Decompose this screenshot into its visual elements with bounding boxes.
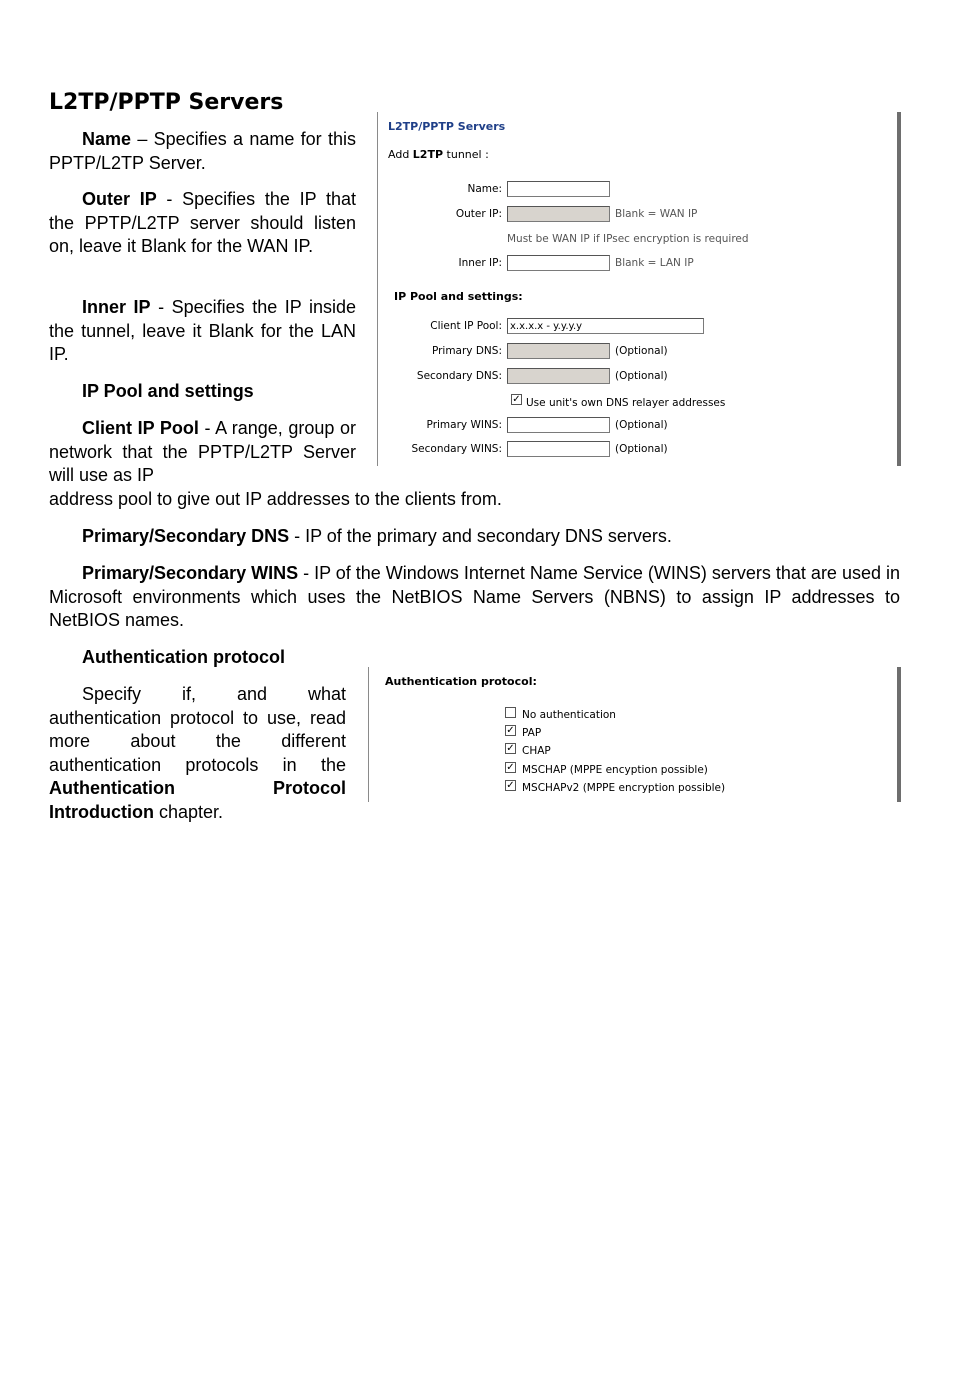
client-ip-pool-continuation: address pool to give out IP addresses to the clients from. [49,489,502,509]
dns-relayer-checkbox[interactable]: ✓ [512,394,521,405]
l2tp-form-panel [377,112,901,466]
panel-heading: L2TP/PPTP Servers [388,120,506,133]
name-label: Name: [467,183,502,195]
mschapv2-label: MSCHAPv2 (MPPE encryption possible) [522,782,726,794]
inner-ip-label: Inner IP: [458,257,502,269]
no-auth-label: No authentication [522,709,616,721]
add-tunnel-label: Add L2TP tunnel : [388,148,489,161]
outer-ip-hint: Blank = WAN IP [615,208,698,220]
client-ip-pool-paragraph [49,417,356,488]
primary-wins-hint: (Optional) [615,419,668,431]
name-term: Name [82,129,132,149]
wins-term: Primary/Secondary WINS [82,563,299,583]
name-paragraph [49,128,356,175]
ip-pool-section-heading: IP Pool and settings: [394,290,523,303]
primary-wins-label: Primary WINS: [426,419,502,431]
primary-dns-input[interactable] [507,343,610,359]
ip-pool-heading: IP Pool and settings [82,381,254,401]
primary-dns-hint: (Optional) [615,345,668,357]
auth-tail: chapter. [153,801,224,822]
dns-relayer-label: Use unit's own DNS relayer addresses [526,397,726,409]
client-ip-pool-input[interactable]: x.x.x.x - y.y.y.y [507,318,704,334]
dns-paragraph [49,525,900,549]
auth-desc: Specify if, and what authentication protocol to use, read more about the different authentication protocols in the [49,684,346,775]
client-ip-pool-label: Client IP Pool: [430,320,502,332]
primary-wins-input[interactable] [507,417,610,433]
dns-term: Primary/Secondary DNS [82,526,290,546]
page-title: L2TP/PPTP Servers [49,90,284,115]
auth-link: Authentication Protocol Introduction [49,778,346,822]
secondary-dns-input[interactable] [507,368,610,384]
chap-checkbox[interactable]: ✓ [506,743,515,754]
secondary-dns-label: Secondary DNS: [416,370,502,382]
wins-desc: - IP of the Windows Internet Name Service (WINS) servers that are used in Microsoft environments which uses the NetBIOS Name Servers (NBNS) to assign IP addresses to NetBIOS names. [49,563,900,630]
primary-dns-label: Primary DNS: [431,345,502,357]
name-desc: – Specifies a name for this PPTP/L2TP Server. [49,129,356,173]
name-input[interactable] [507,181,610,197]
inner-ip-hint: Blank = LAN IP [615,257,694,269]
wins-paragraph [49,562,900,633]
dns-desc: - IP of the primary and secondary DNS servers. [289,526,672,546]
outer-ip-term: Outer IP [82,189,157,209]
secondary-wins-input[interactable] [507,441,610,457]
secondary-wins-hint: (Optional) [615,443,668,455]
inner-ip-term: Inner IP [82,297,151,317]
inner-ip-paragraph [49,296,356,367]
mschapv2-checkbox[interactable]: ✓ [506,780,515,791]
outer-ip-desc: - Specifies the IP that the PPTP/L2TP server should listen on, leave it Blank for the WAN IP. [49,189,356,256]
auth-panel-heading: Authentication protocol: [385,675,537,688]
auth-paragraph [49,683,346,824]
auth-heading: Authentication protocol [82,647,285,667]
outer-ip-paragraph [49,188,356,259]
inner-ip-desc: - Specifies the IP inside the tunnel, leave it Blank for the LAN IP. [49,297,357,364]
pap-label: PAP [522,727,542,739]
secondary-dns-hint: (Optional) [615,370,668,382]
outer-ip-input[interactable] [507,206,610,222]
mschap-label: MSCHAP (MPPE encyption possible) [522,764,708,776]
auth-protocol-panel [368,667,901,802]
client-ip-pool-desc: - A range, group or network that the PPTP/L2TP Server will use as IP [49,418,356,485]
no-auth-checkbox[interactable] [505,707,516,718]
secondary-wins-label: Secondary WINS: [411,443,502,455]
inner-ip-input[interactable] [507,255,610,271]
outer-ip-note: Must be WAN IP if IPsec encryption is required [507,233,749,245]
outer-ip-label: Outer IP: [455,208,502,220]
pap-checkbox[interactable]: ✓ [506,725,515,736]
mschap-checkbox[interactable]: ✓ [506,762,515,773]
chap-label: CHAP [522,745,551,757]
client-ip-pool-term: Client IP Pool [82,418,199,438]
